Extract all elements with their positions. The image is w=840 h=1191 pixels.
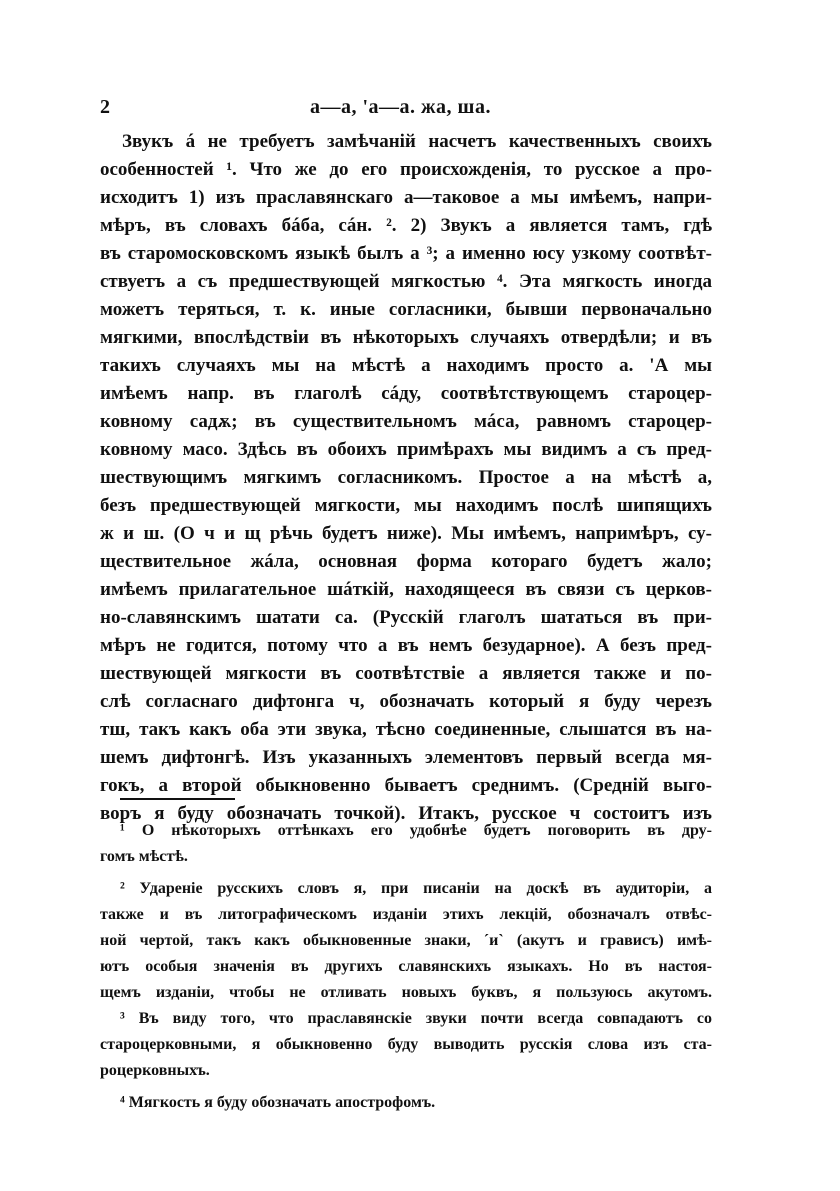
text-line: ществительное жáла, основная форма котораго будетъ жало;: [100, 551, 712, 572]
text-line: воръ я буду обозначать точкой). Итакъ, русское ч состоитъ изъ: [100, 803, 712, 824]
text-line: Звукъ á не требуетъ замѣчаній насчетъ качественныхъ своихъ: [122, 131, 712, 152]
text-line: имѣемъ прилагательное шáткій, находящееся въ связи съ церков-: [100, 579, 712, 600]
footnote-3: [100, 1006, 712, 1084]
text-line: мягкими, впослѣдствіи въ нѣкоторыхъ случаяхъ отвердѣли; и въ: [100, 327, 712, 348]
footnote-line: ³ Въ виду того, что праславянскіе звуки почти всегда совпадаютъ со: [120, 1010, 712, 1027]
text-line: но-славянскимъ шатати са. (Русскій глаголъ шататься въ при-: [100, 607, 712, 628]
text-line: имѣемъ напр. въ глаголѣ сáду, соотвѣтствующемъ староцер-: [100, 383, 712, 404]
footnote-line: ютъ особыя значенія въ другихъ славянскихъ языкахъ. Но въ настоя-: [100, 958, 712, 975]
text-line: шествующей мягкости въ соотвѣтствіе а является также и по-: [100, 663, 712, 684]
text-line: гокъ, а второй обыкновенно бываетъ среднимъ. (Средній выго-: [100, 775, 712, 796]
running-head: а—а, 'а—а. жа, ша.: [310, 96, 491, 118]
text-line: шемъ дифтонгѣ. Изъ указанныхъ элементовъ первый всегда мя-: [100, 747, 712, 768]
main-text: [100, 128, 712, 828]
footnote-line: староцерковными, я обыкновенно буду выводить русскія слова изъ ста-: [100, 1036, 712, 1053]
footnote-line: щемъ изданіи, чтобы не отливать новыхъ буквъ, я пользуюсь акутомъ.: [100, 984, 712, 1001]
footnote-line: также и въ литографическомъ изданіи этихъ лекцій, обозначалъ отвѣс-: [100, 906, 712, 923]
footnote-2: [100, 876, 712, 1006]
footnote-1: [100, 818, 712, 870]
footnote-line: ⁴ Мягкость я буду обозначать апострофомъ.: [120, 1094, 436, 1111]
page-number: 2: [100, 96, 110, 118]
footnote-line: ² Удареніе русскихъ словъ я, при писаніи на доскѣ въ аудиторіи, а: [120, 880, 712, 897]
footnote-line: ной чертой, такъ какъ обыкновенные знаки, ´и` (акутъ и грависъ) имѣ-: [100, 932, 712, 949]
text-line: исходитъ 1) изъ праславянскаго а—таковое а мы имѣемъ, напри-: [100, 187, 712, 208]
text-line: ж и ш. (О ч и щ рѣчь будетъ ниже). Мы имѣемъ, напримѣръ, су-: [100, 523, 712, 544]
text-line: безъ предшествующей мягкости, мы находимъ послѣ шипящихъ: [100, 495, 712, 516]
text-line: слѣ согласнаго дифтонга ч, обозначать который я буду черезъ: [100, 691, 712, 712]
text-line: ковному садѫ; въ существительномъ мáса, равномъ староцер-: [100, 411, 712, 432]
footnote-line: ¹ О нѣкоторыхъ оттѣнкахъ его удобнѣе будетъ поговорить въ дру-: [120, 822, 712, 839]
text-line: особенностей ¹. Что же до его происхожденія, то русское а про-: [100, 159, 712, 180]
footnote-separator: [120, 798, 235, 800]
footnotes: [100, 818, 712, 1116]
footnote-line: роцерковныхъ.: [100, 1062, 210, 1079]
text-line: ковному масо. Здѣсь въ обоихъ примѣрахъ мы видимъ а съ пред-: [100, 439, 712, 460]
text-line: мѣръ не годится, потому что а въ немъ безударное). А безъ пред-: [100, 635, 712, 656]
footnote-line: гомъ мѣстѣ.: [100, 848, 188, 865]
text-line: шествующимъ мягкимъ согласникомъ. Простое а на мѣстѣ а,: [100, 467, 712, 488]
text-line: тш, такъ какъ оба эти звука, тѣсно соединенные, слышатся въ на-: [100, 719, 712, 740]
text-line: ствуетъ а съ предшествующей мягкостью ⁴. Эта мягкость иногда: [100, 271, 712, 292]
page-header: [100, 96, 710, 124]
text-line: въ старомосковскомъ языкѣ былъ а ³; а именно юсу узкому соотвѣт-: [100, 243, 712, 264]
footnote-4: [100, 1090, 712, 1116]
text-line: можетъ теряться, т. к. иные согласники, бывши первоначально: [100, 299, 712, 320]
text-line: мѣръ, въ словахъ бáба, сáн. ². 2) Звукъ а является тамъ, гдѣ: [100, 215, 712, 236]
text-line: такихъ случаяхъ мы на мѣстѣ а находимъ просто а. 'А мы: [100, 355, 712, 376]
